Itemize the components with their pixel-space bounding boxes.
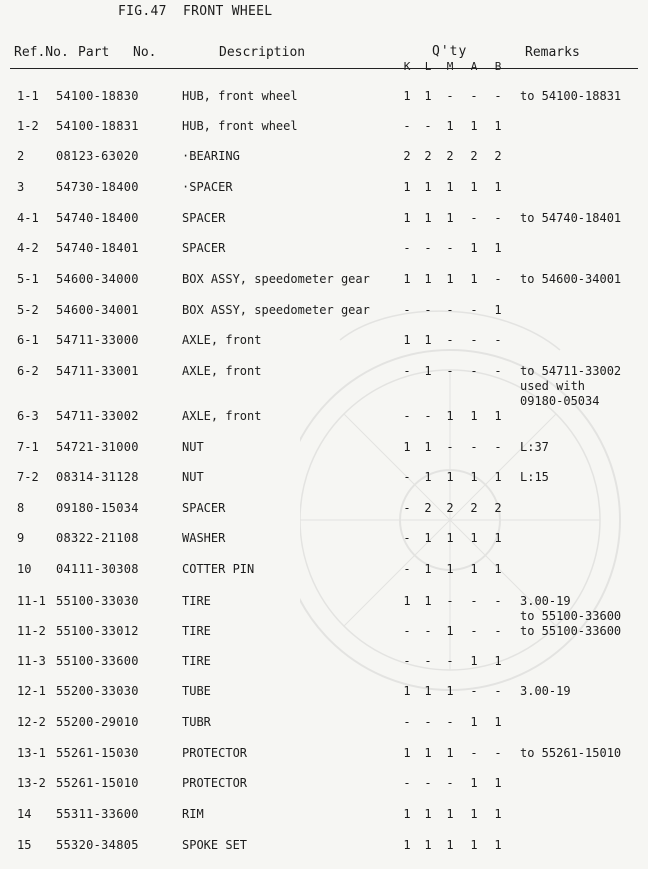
qty-b: 1: [494, 776, 502, 790]
description: TIRE: [182, 624, 211, 638]
qty-b: -: [494, 364, 502, 378]
ref-number: 15: [17, 838, 32, 852]
description: NUT: [182, 470, 204, 484]
qty-k: 1: [403, 333, 411, 347]
description: PROTECTOR: [182, 746, 248, 760]
ref-number: 11-1: [17, 594, 46, 608]
part-number: 55100-33600: [56, 654, 139, 668]
ref-number: 5-1: [17, 272, 39, 286]
remarks: [520, 746, 621, 761]
qty-l: 1: [424, 807, 432, 821]
table-row: [0, 272, 648, 302]
header-remarks: Remarks: [525, 45, 580, 60]
qty-m: -: [446, 440, 454, 454]
remarks-line: 3.00-19: [520, 594, 571, 608]
remarks-line: 09180-05034: [520, 394, 600, 408]
description: RIM: [182, 807, 204, 821]
qty-l: 1: [424, 838, 432, 852]
figure-number: FIG.47: [118, 4, 167, 19]
remarks-line: to 54100-18831: [520, 89, 622, 103]
qty-m: 1: [446, 470, 454, 484]
qty-a: 1: [470, 531, 478, 545]
part-number: 54100-18831: [56, 119, 139, 133]
part-number: 55100-33012: [56, 624, 139, 638]
table-row: [0, 746, 648, 776]
qty-k: 1: [403, 807, 411, 821]
qty-a: 1: [470, 119, 478, 133]
ref-number: 13-2: [17, 776, 46, 790]
qty-b: 1: [494, 119, 502, 133]
description: TIRE: [182, 594, 211, 608]
qty-m: 1: [446, 807, 454, 821]
qty-m: -: [446, 776, 454, 790]
table-row: [0, 562, 648, 592]
qty-b: 1: [494, 409, 502, 423]
model-column-b: B: [494, 60, 502, 73]
header-description: Description: [219, 45, 306, 60]
qty-m: 1: [446, 409, 454, 423]
part-number: 08322-21108: [56, 531, 139, 545]
qty-l: 1: [424, 364, 432, 378]
qty-l: 1: [424, 89, 432, 103]
table-row: [0, 501, 648, 531]
table-row: [0, 684, 648, 714]
qty-l: 1: [424, 684, 432, 698]
remarks: [520, 470, 549, 485]
ref-number: 13-1: [17, 746, 46, 760]
qty-k: -: [403, 654, 411, 668]
model-column-a: A: [470, 60, 478, 73]
qty-k: -: [403, 119, 411, 133]
description: SPOKE SET: [182, 838, 248, 852]
qty-b: 1: [494, 531, 502, 545]
qty-b: -: [494, 89, 502, 103]
qty-b: -: [494, 211, 502, 225]
qty-m: 2: [446, 149, 454, 163]
qty-m: -: [446, 89, 454, 103]
remarks-line: to 54711-33002: [520, 364, 622, 378]
part-number: 54740-18400: [56, 211, 139, 225]
qty-b: -: [494, 594, 502, 608]
qty-b: -: [494, 746, 502, 760]
part-number: 54600-34001: [56, 303, 139, 317]
qty-a: -: [470, 624, 478, 638]
qty-l: -: [424, 776, 432, 790]
qty-l: 1: [424, 594, 432, 608]
qty-a: 1: [470, 715, 478, 729]
qty-a: -: [470, 211, 478, 225]
figure-title: [118, 4, 272, 19]
header-ref-no: Ref.No.: [14, 45, 69, 60]
header-part: Part: [78, 45, 110, 60]
remarks-line: used with: [520, 379, 586, 393]
qty-k: -: [403, 409, 411, 423]
qty-m: -: [446, 303, 454, 317]
ref-number: 3: [17, 180, 25, 194]
qty-m: 1: [446, 531, 454, 545]
ref-number: 12-1: [17, 684, 46, 698]
qty-m: 1: [446, 746, 454, 760]
part-number: 08123-63020: [56, 149, 139, 163]
model-column-k: K: [403, 60, 411, 73]
qty-l: 1: [424, 180, 432, 194]
qty-m: 1: [446, 624, 454, 638]
qty-l: -: [424, 624, 432, 638]
header-qty: Q'ty: [432, 44, 468, 59]
qty-k: -: [403, 241, 411, 255]
remarks: [520, 364, 621, 409]
qty-a: -: [470, 440, 478, 454]
qty-l: -: [424, 303, 432, 317]
qty-m: -: [446, 241, 454, 255]
ref-number: 4-1: [17, 211, 39, 225]
description: SPACER: [182, 241, 226, 255]
figure-name: FRONT WHEEL: [183, 4, 273, 19]
qty-m: 2: [446, 501, 454, 515]
qty-k: -: [403, 303, 411, 317]
remarks-line: 3.00-19: [520, 684, 571, 698]
description: ·BEARING: [182, 149, 240, 163]
qty-l: -: [424, 119, 432, 133]
qty-l: -: [424, 654, 432, 668]
qty-a: 1: [470, 776, 478, 790]
table-row: [0, 531, 648, 561]
qty-b: 1: [494, 562, 502, 576]
qty-a: -: [470, 364, 478, 378]
part-number: 08314-31128: [56, 470, 139, 484]
remarks-line: L:15: [520, 470, 549, 484]
table-row: [0, 211, 648, 241]
ref-number: 10: [17, 562, 32, 576]
qty-k: 1: [403, 440, 411, 454]
qty-b: 1: [494, 241, 502, 255]
table-row: [0, 409, 648, 439]
qty-a: 1: [470, 562, 478, 576]
qty-m: 1: [446, 272, 454, 286]
qty-k: 1: [403, 746, 411, 760]
qty-k: -: [403, 470, 411, 484]
remarks: [520, 211, 621, 226]
table-row: [0, 119, 648, 149]
ref-number: 6-2: [17, 364, 39, 378]
part-number: 04111-30308: [56, 562, 139, 576]
ref-number: 4-2: [17, 241, 39, 255]
qty-l: 1: [424, 531, 432, 545]
header-no: No.: [133, 45, 157, 60]
qty-k: 1: [403, 211, 411, 225]
qty-a: 1: [470, 470, 478, 484]
remarks-line: to 55100-33600: [520, 624, 622, 638]
qty-k: 2: [403, 149, 411, 163]
qty-m: 1: [446, 562, 454, 576]
table-row: [0, 364, 648, 408]
qty-b: 1: [494, 838, 502, 852]
qty-b: 1: [494, 180, 502, 194]
header-rule: [10, 68, 638, 69]
description: WASHER: [182, 531, 226, 545]
ref-number: 6-3: [17, 409, 39, 423]
qty-l: -: [424, 241, 432, 255]
part-number: 55100-33030: [56, 594, 139, 608]
qty-a: -: [470, 684, 478, 698]
part-number: 54711-33002: [56, 409, 139, 423]
table-row: [0, 180, 648, 210]
description: PROTECTOR: [182, 776, 248, 790]
qty-a: 1: [470, 180, 478, 194]
qty-a: -: [470, 303, 478, 317]
qty-k: -: [403, 501, 411, 515]
description: BOX ASSY, speedometer gear: [182, 272, 370, 286]
remarks-line: to 55261-15010: [520, 746, 622, 760]
qty-b: 2: [494, 501, 502, 515]
qty-a: 2: [470, 149, 478, 163]
qty-k: -: [403, 776, 411, 790]
qty-b: 1: [494, 715, 502, 729]
model-column-l: L: [424, 60, 432, 73]
description: NUT: [182, 440, 204, 454]
qty-b: 2: [494, 149, 502, 163]
remarks-line: to 55100-33600: [520, 609, 622, 623]
qty-b: -: [494, 684, 502, 698]
part-number: 54600-34000: [56, 272, 139, 286]
qty-a: 1: [470, 807, 478, 821]
qty-l: 1: [424, 746, 432, 760]
part-number: 54740-18401: [56, 241, 139, 255]
qty-a: 1: [470, 241, 478, 255]
ref-number: 7-2: [17, 470, 39, 484]
qty-a: -: [470, 333, 478, 347]
part-number: 55261-15030: [56, 746, 139, 760]
qty-a: 1: [470, 272, 478, 286]
qty-a: 1: [470, 838, 478, 852]
description: HUB, front wheel: [182, 89, 298, 103]
model-column-m: M: [446, 60, 454, 73]
qty-b: 1: [494, 807, 502, 821]
ref-number: 11-3: [17, 654, 46, 668]
part-number: 54730-18400: [56, 180, 139, 194]
description: SPACER: [182, 211, 226, 225]
qty-k: -: [403, 624, 411, 638]
remarks-line: to 54600-34001: [520, 272, 622, 286]
qty-l: 1: [424, 470, 432, 484]
qty-m: -: [446, 364, 454, 378]
qty-l: 1: [424, 440, 432, 454]
qty-a: -: [470, 89, 478, 103]
table-row: [0, 303, 648, 333]
qty-l: 1: [424, 333, 432, 347]
qty-l: -: [424, 715, 432, 729]
description: TIRE: [182, 654, 211, 668]
ref-number: 11-2: [17, 624, 46, 638]
description: SPACER: [182, 501, 226, 515]
qty-l: 2: [424, 501, 432, 515]
description: AXLE, front: [182, 409, 262, 423]
part-number: 54721-31000: [56, 440, 139, 454]
qty-m: 1: [446, 684, 454, 698]
qty-k: -: [403, 715, 411, 729]
qty-m: 1: [446, 180, 454, 194]
qty-a: 1: [470, 409, 478, 423]
qty-a: 2: [470, 501, 478, 515]
description: TUBE: [182, 684, 211, 698]
qty-k: 1: [403, 594, 411, 608]
qty-k: 1: [403, 89, 411, 103]
ref-number: 14: [17, 807, 32, 821]
qty-a: -: [470, 746, 478, 760]
table-row: [0, 807, 648, 837]
description: BOX ASSY, speedometer gear: [182, 303, 370, 317]
qty-a: -: [470, 594, 478, 608]
part-number: 55311-33600: [56, 807, 139, 821]
description: HUB, front wheel: [182, 119, 298, 133]
part-number: 09180-15034: [56, 501, 139, 515]
qty-m: 1: [446, 211, 454, 225]
qty-k: 1: [403, 684, 411, 698]
ref-number: 1-2: [17, 119, 39, 133]
qty-l: 1: [424, 211, 432, 225]
table-row: [0, 654, 648, 684]
qty-k: 1: [403, 180, 411, 194]
table-row: [0, 241, 648, 271]
table-row: [0, 470, 648, 500]
part-number: 55200-29010: [56, 715, 139, 729]
remarks: [520, 272, 621, 287]
qty-l: 1: [424, 562, 432, 576]
qty-m: -: [446, 333, 454, 347]
remarks: [520, 440, 549, 455]
qty-k: -: [403, 364, 411, 378]
ref-number: 5-2: [17, 303, 39, 317]
qty-b: -: [494, 272, 502, 286]
ref-number: 7-1: [17, 440, 39, 454]
qty-k: -: [403, 531, 411, 545]
remarks-line: L:37: [520, 440, 549, 454]
qty-b: 1: [494, 654, 502, 668]
remarks: [520, 89, 621, 104]
part-number: 55200-33030: [56, 684, 139, 698]
qty-b: 1: [494, 303, 502, 317]
table-row: [0, 149, 648, 179]
qty-l: -: [424, 409, 432, 423]
qty-k: 1: [403, 838, 411, 852]
qty-m: -: [446, 594, 454, 608]
qty-k: -: [403, 562, 411, 576]
description: AXLE, front: [182, 333, 262, 347]
qty-m: -: [446, 654, 454, 668]
part-number: 55320-34805: [56, 838, 139, 852]
part-number: 54711-33000: [56, 333, 139, 347]
qty-b: -: [494, 440, 502, 454]
qty-k: 1: [403, 272, 411, 286]
qty-m: 1: [446, 838, 454, 852]
table-row: [0, 776, 648, 806]
qty-b: -: [494, 333, 502, 347]
ref-number: 2: [17, 149, 25, 163]
table-row: [0, 89, 648, 119]
part-number: 55261-15010: [56, 776, 139, 790]
ref-number: 1-1: [17, 89, 39, 103]
description: TUBR: [182, 715, 211, 729]
remarks: [520, 684, 571, 699]
qty-b: -: [494, 624, 502, 638]
qty-l: 1: [424, 272, 432, 286]
description: COTTER PIN: [182, 562, 255, 576]
qty-l: 2: [424, 149, 432, 163]
qty-m: 1: [446, 119, 454, 133]
qty-b: 1: [494, 470, 502, 484]
part-number: 54711-33001: [56, 364, 139, 378]
qty-m: -: [446, 715, 454, 729]
table-row: [0, 333, 648, 363]
ref-number: 12-2: [17, 715, 46, 729]
table-row: [0, 715, 648, 745]
part-number: 54100-18830: [56, 89, 139, 103]
table-row: [0, 838, 648, 868]
remarks-line: to 54740-18401: [520, 211, 622, 225]
ref-number: 9: [17, 531, 25, 545]
description: AXLE, front: [182, 364, 262, 378]
table-row: [0, 440, 648, 470]
ref-number: 6-1: [17, 333, 39, 347]
table-row: [0, 624, 648, 654]
qty-a: 1: [470, 654, 478, 668]
description: ·SPACER: [182, 180, 233, 194]
ref-number: 8: [17, 501, 25, 515]
